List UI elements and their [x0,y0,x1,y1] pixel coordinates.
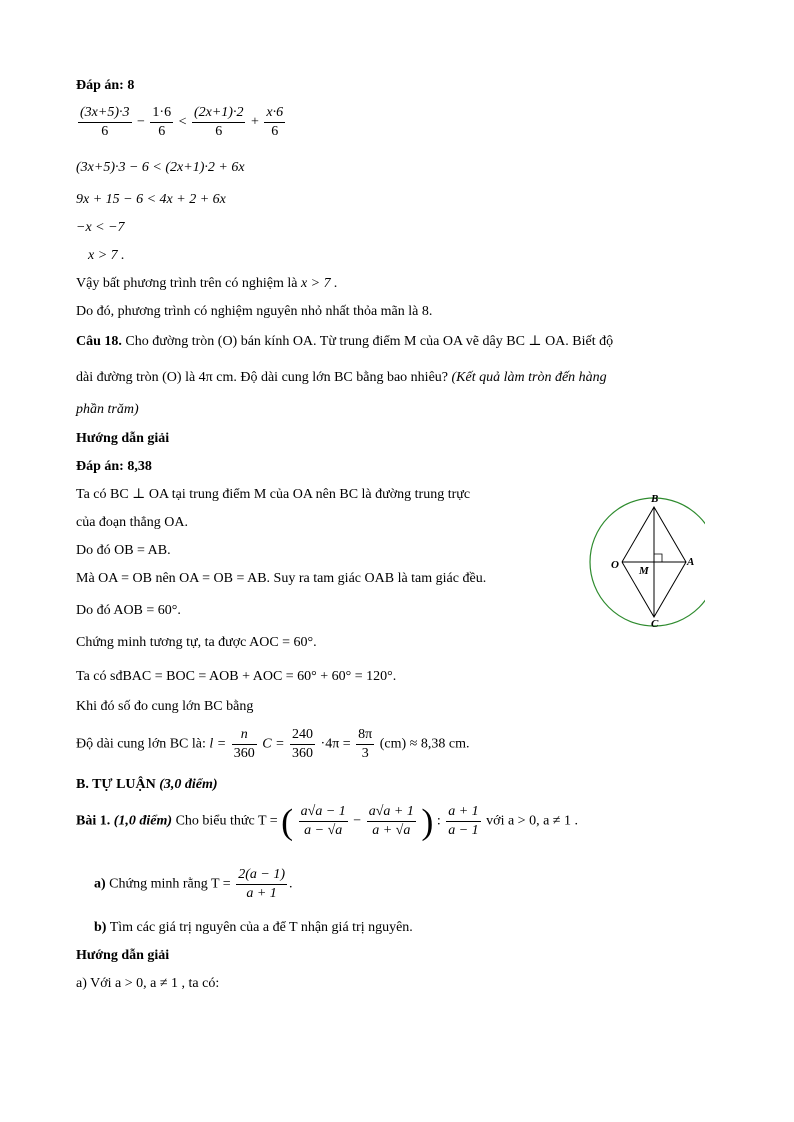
question-18-line-3: phần trăm) [76,402,139,417]
solution-line: của đoạn thẳng OA. [76,515,188,530]
section-heading: B. TỰ LUẬN (3,0 điểm) [76,777,218,792]
fraction: $\frac{(2x+1)\cdot 2}{6}$ [193,105,244,139]
equation-step-1: $\frac{(3x+5)\cdot 3}{6}$ − $\frac{1\cdot 6}{6}$ < $\frac{(2x+1)\cdot 2}{6}$ + $\frac{x\cdot 6}{6}$ [80,105,284,139]
label-o: O [611,559,619,571]
part-b-question: b) Tìm các giá trị nguyên của a để T nhận giá trị nguyên. [94,920,413,935]
fraction: $\frac{a + 1}{a - 1}$ [448,804,479,838]
question-18-line-1: Câu 18. Cho đường tròn (O) bán kính OA. Từ trung điểm M của OA vẽ dây BC ⊥ OA. Biết độ [76,334,614,349]
label-a: A [687,556,695,568]
solution-line: Ta có BC ⊥ OA tại trung điểm M của OA nên BC là đường trung trực [76,487,471,502]
guide-heading: Hướng dẫn giải [76,431,170,446]
solution-line: Do đó OB = AB. [76,543,171,558]
fraction: $\frac{x\cdot 6}{6}$ [266,105,284,139]
part-a-question: a) Chứng minh rằng T = $\frac{2(a - 1)}{a + 1}$ . [94,867,293,901]
right-angle-mark [654,554,662,562]
solution-line: Do đó AOB = 60°. [76,603,181,618]
fraction: $\frac{2(a - 1)}{a + 1}$ [238,867,285,901]
solution-line: a) Với a > 0, a ≠ 1 , ta có: [76,976,220,991]
fraction: $\frac{1\cdot 6}{6}$ [152,105,172,139]
solution-line: Mà OA = OB nên OA = OB = AB. Suy ra tam giác OAB là tam giác đều. [76,571,487,586]
solution-line: Chứng minh tương tự, ta được AOC = 60°. [76,635,317,650]
solution-line: Ta có sđBAC = BOC = AOB + AOC = 60° + 60° = 120°. [76,669,397,684]
answer-label: Đáp án: 8,38 [76,459,152,474]
equation-step-3: 9x + 15 − 6 < 4x + 2 + 6x [76,192,226,207]
question-18-line-2: dài đường tròn (O) là 4π cm. Độ dài cung lớn BC bằng bao nhiêu? (Kết quả làm tròn đến hàng [76,370,607,385]
label-c: C [651,618,659,630]
fraction: $\frac{240}{360}$ [292,727,314,761]
equation-step-4: −x < −7 [76,220,125,235]
label-b: B [651,493,659,505]
circle-figure [555,488,705,630]
solution-line: Khi đó số đo cung lớn BC bằng [76,699,254,714]
label-m: M [639,565,649,577]
fraction: $\frac{8\pi}{3}$ [358,727,373,761]
fraction: $\frac{(3x+5)\cdot 3}{6}$ [80,105,130,139]
conclusion-1: Vậy bất phương trình trên có nghiệm là x > 7 . [76,276,338,291]
fraction: $\frac{a√a - 1}{a - √a}$ [300,804,346,838]
problem-1: Bài 1. (1,0 điểm) Cho biểu thức T = ( $\frac{a√a - 1}{a - √a}$ − $\frac{a√a + 1}{a + √a}$ ) : $\frac{a + 1}{a - 1}$ với a > 0, a ≠ 1 . [76,801,578,842]
answer-label: Đáp án: 8 [76,78,135,93]
guide-heading: Hướng dẫn giải [76,948,170,963]
fraction: $\frac{a√a + 1}{a + √a}$ [368,804,414,838]
arc-length-formula: Độ dài cung lớn BC là: l = $\frac{n}{360}$ C = $\frac{240}{360}$ ·4π = $\frac{8\pi}{3}$ (cm) ≈ 8,38 cm. [76,727,470,761]
equation-step-2: (3x+5)·3 − 6 < (2x+1)·2 + 6x [76,160,245,175]
equation-step-5: x > 7 . [88,248,125,263]
fraction: $\frac{n}{360}$ [233,727,255,761]
conclusion-2: Do đó, phương trình có nghiệm nguyên nhỏ nhất thỏa mãn là 8. [76,304,433,319]
